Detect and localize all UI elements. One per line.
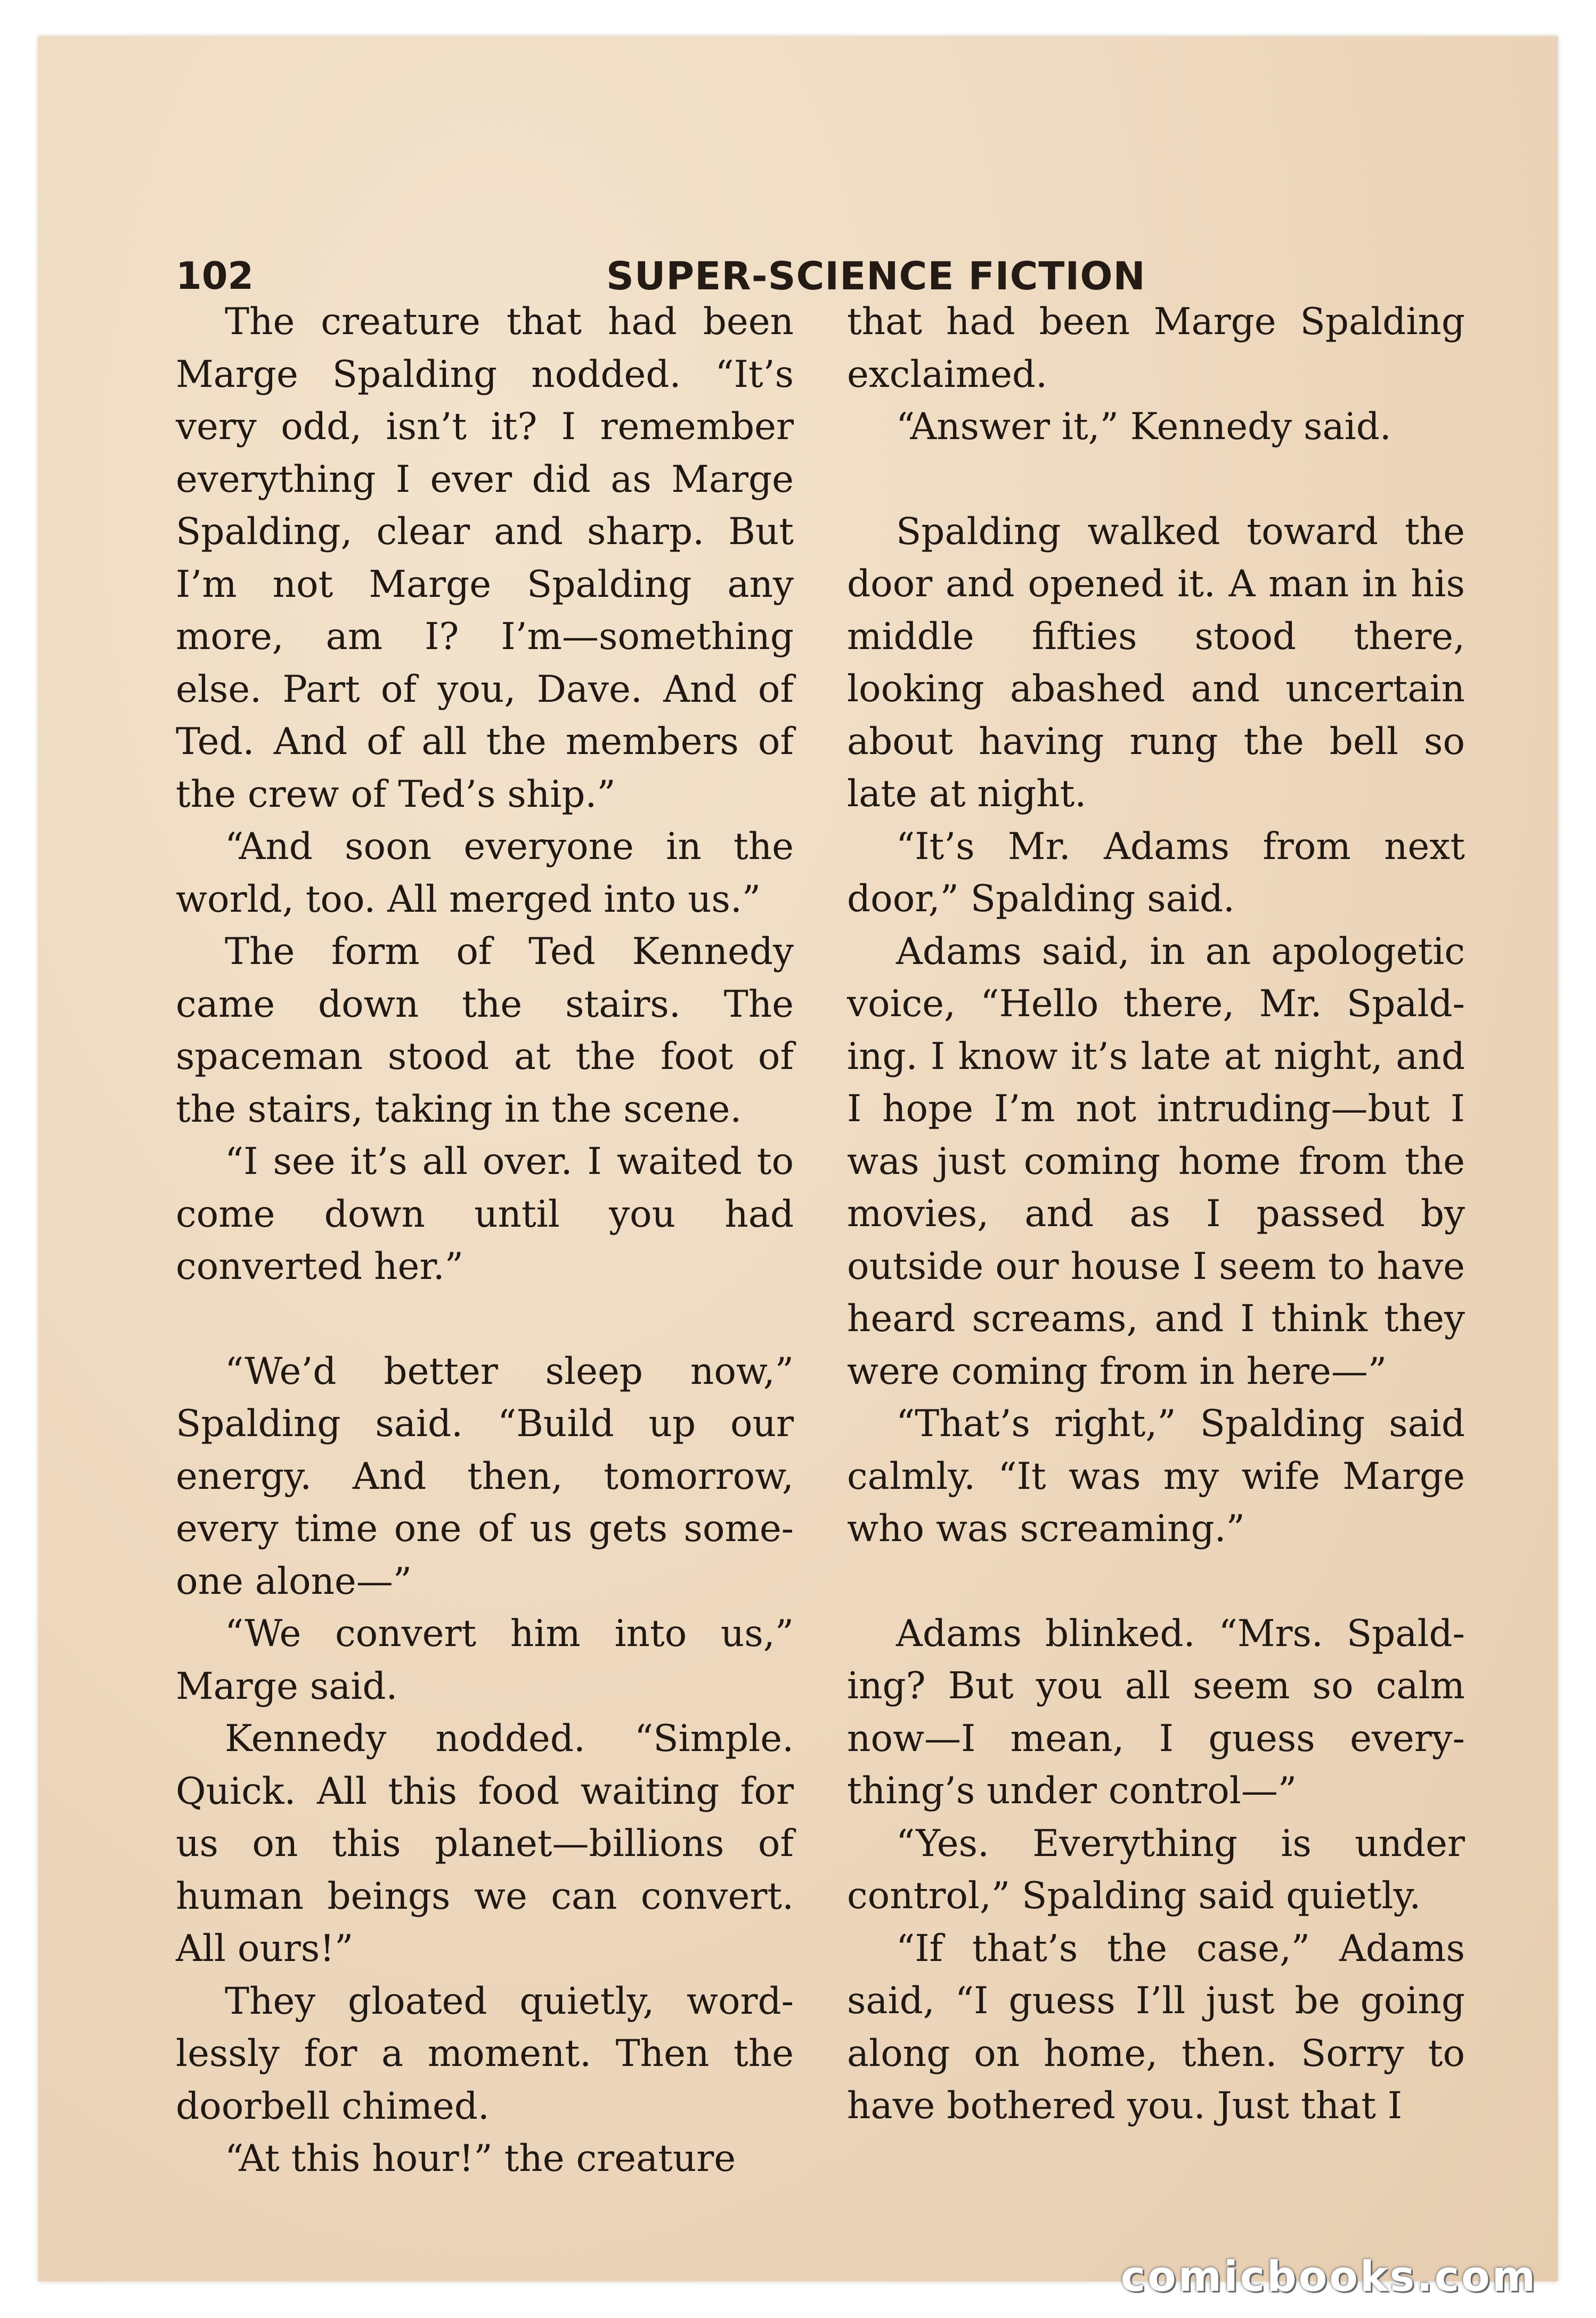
paragraph: Spalding walked toward the door and opened it. A man in his middle fifties stood there, looking abashed and uncertain about having rung the bell so late at night.	[847, 510, 1465, 815]
paragraph: “That’s right,” Spalding said calmly. “It was my wife Marge who was screaming.”	[847, 1403, 1465, 1550]
right-text-column	[847, 296, 1465, 2133]
paragraph: They gloated quietly, word-lessly for a moment. Then the doorbell chimed.	[176, 1980, 794, 2128]
site-watermark: comicbooks.com	[1120, 2253, 1537, 2301]
paragraph: Adams said, in an apologetic voice, “Hello there, Mr. Spald-ing. I know it’s late at night, and I hope I’m not intruding—but I was just coming home from the movies, and as I passed by outside our house I seem to have heard screams, and I think they were coming from in here—”	[847, 930, 1465, 1393]
paragraph: “If that’s the case,” Adams said, “I guess I’ll just be going along on home, then. Sorry to have bothered you. Just that I	[847, 1927, 1465, 2127]
paragraph: “And soon everyone in the world, too. All merged into us.”	[176, 825, 794, 921]
paragraph: “We’d better sleep now,” Spalding said. “Build up our energy. And then, tomorrow, every time one of us gets some-one alone—”	[176, 1350, 794, 1603]
left-text-column	[176, 296, 794, 2185]
paragraph: that had been Marge Spalding exclaimed.	[847, 301, 1465, 396]
paragraph: “I see it’s all over. I waited to come down until you had converted her.”	[176, 1140, 794, 1288]
paragraph: “Answer it,” Kennedy said.	[896, 406, 1391, 448]
paragraph: Adams blinked. “Mrs. Spald-ing? But you all seem so calm now—I mean, I guess every-thing’s under control—”	[847, 1612, 1465, 1812]
magazine-title: SUPER-SCIENCE FICTION	[606, 254, 1146, 298]
paragraph: “We convert him into us,” Marge said.	[176, 1612, 794, 1708]
paragraph: Kennedy nodded. “Simple. Quick. All this food waiting for us on this planet—billions of human beings we can convert. All ours!”	[176, 1717, 794, 1970]
paragraph: “At this hour!” the creature	[225, 2137, 736, 2180]
paragraph: “Yes. Everything is under control,” Spalding said quietly.	[847, 1822, 1465, 1917]
page-number: 102	[176, 254, 254, 298]
paragraph: The form of Ted Kennedy came down the stairs. The spaceman stood at the foot of the stairs, taking in the scene.	[176, 930, 794, 1131]
paragraph: “It’s Mr. Adams from next door,” Spalding said.	[847, 825, 1465, 920]
paragraph: The creature that had been Marge Spalding nodded. “It’s very odd, isn’t it? I remember everything I ever did as Marge Spalding, clear and sharp. But I’m not Marge Spalding any more, am I? I’m—something else. Part of you, Dave. And of Ted. And of all the members of the crew of Ted’s ship.”	[176, 301, 794, 816]
